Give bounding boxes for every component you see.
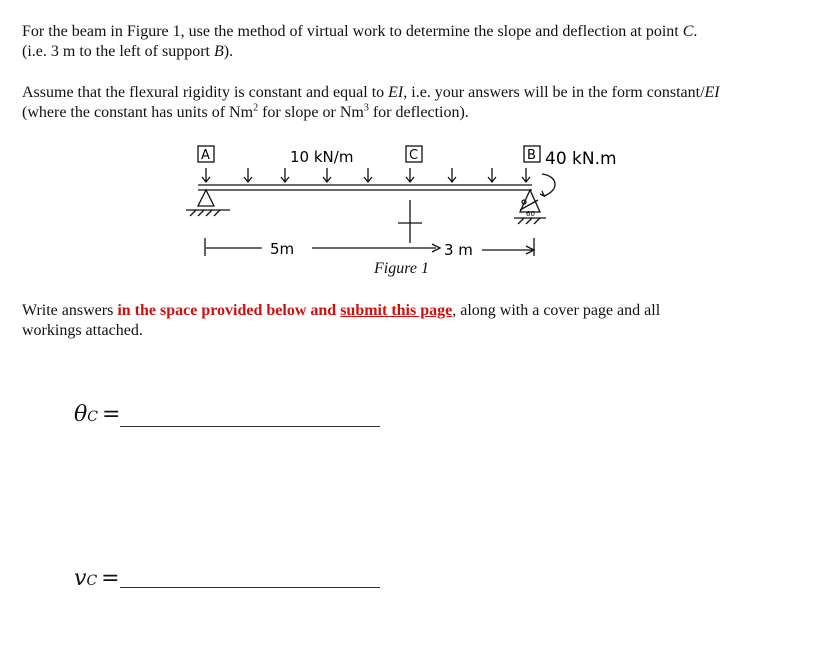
superscript-3: 3 xyxy=(363,102,369,114)
question-text-end: . xyxy=(693,23,698,40)
ei-symbol: EI xyxy=(388,84,404,101)
moment-arrowhead xyxy=(540,191,544,196)
question-text-2: (i.e. 3 m to the left of support xyxy=(22,43,214,60)
assumption-text-4: for slope or Nm xyxy=(258,104,364,121)
dim-label-right: 3 m xyxy=(444,241,473,259)
deflection-answer-blank[interactable] xyxy=(120,587,380,588)
assumption-text-5: for deflection). xyxy=(368,104,469,121)
theta-symbol: θ xyxy=(74,402,88,427)
angle-label: 60 xyxy=(526,210,535,218)
label-b: B xyxy=(527,148,536,163)
slope-answer-label xyxy=(74,402,120,427)
point-c-ref: C xyxy=(682,23,694,40)
load-label: 10 kN/m xyxy=(290,148,354,166)
dim-label-left: 5m xyxy=(270,240,295,258)
pin-support-a xyxy=(186,190,230,216)
deflection-answer-label xyxy=(74,566,120,591)
instructions-paragraph xyxy=(22,301,812,341)
assumption-text-3: (where the constant has units of Nm xyxy=(22,104,254,121)
instructions-text-2: , along with a cover page and all xyxy=(452,302,661,319)
equals-sign-2: = xyxy=(101,566,120,591)
question-text: For the beam in Figure 1, use the method of virtual work to determine the slope and deflection at point xyxy=(22,23,683,40)
submit-emphasis: submit this page xyxy=(340,302,453,319)
label-a: A xyxy=(201,148,210,163)
instructions-emphasis: in the space provided below and xyxy=(117,302,337,319)
figure-caption: Figure 1 xyxy=(374,260,429,277)
theta-subscript: C xyxy=(87,409,98,425)
distributed-load-arrows xyxy=(202,168,530,182)
question-paragraph xyxy=(22,22,812,62)
slope-answer-blank[interactable] xyxy=(120,426,380,427)
assumption-text: Assume that the flexural rigidity is constant and equal to xyxy=(22,84,389,101)
instructions-text: Write answers xyxy=(22,302,118,319)
assumption-paragraph xyxy=(22,83,812,123)
moment-curl xyxy=(542,174,555,196)
equals-sign: = xyxy=(101,402,121,427)
question-text-2-end: ). xyxy=(223,43,234,60)
moment-label: 40 kN.m xyxy=(545,149,617,169)
assumption-text-2: , i.e. your answers will be in the form constant/ xyxy=(403,84,705,101)
label-c: C xyxy=(409,148,419,163)
v-subscript: C xyxy=(86,573,98,589)
v-symbol: v xyxy=(74,566,87,591)
point-b-ref: B xyxy=(213,43,224,60)
superscript-2: 2 xyxy=(253,102,259,114)
ei-symbol-2: EI xyxy=(704,84,720,101)
instructions-text-3: workings attached. xyxy=(22,322,143,339)
